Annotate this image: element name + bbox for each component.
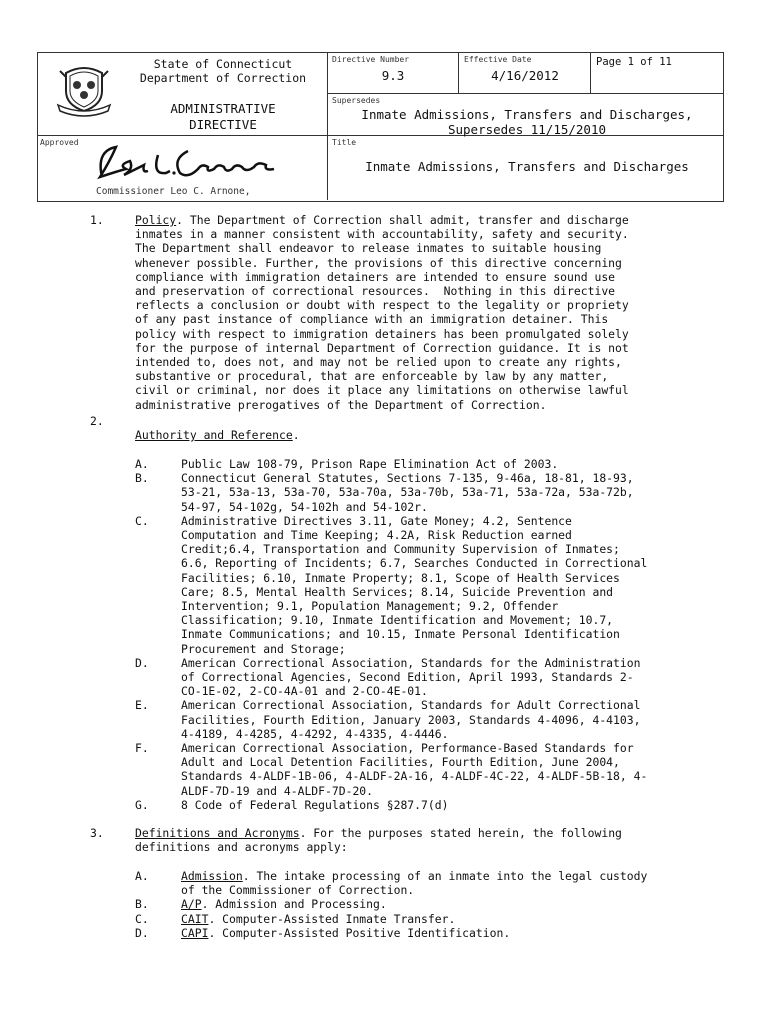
definition-term: Admission bbox=[181, 869, 243, 883]
definition-term: CAIT bbox=[181, 911, 209, 926]
page-count: Page 1 of 11 bbox=[596, 56, 672, 68]
supersedes-line-2: Supersedes 11/15/2010 bbox=[447, 122, 607, 137]
doc-type-line-2: DIRECTIVE bbox=[189, 117, 257, 132]
list-item: Public Law 108-79, Prison Rape Elimination Act of 2003. bbox=[181, 457, 559, 471]
section-3-items: Admission. The intake processing of an inmate into the legal custody of the Commissioner of Correction. A/P. Admission and Processing. CAIT. Computer-Assisted Inmate Transfer. CAPI. Computer-Assisted Positive Identification. bbox=[181, 869, 648, 940]
directive-title: Inmate Admissions, Transfers and Discharges bbox=[365, 159, 689, 174]
commissioner-name: Commissioner Leo C. Arnone, bbox=[96, 186, 251, 197]
list-item: American Correctional Association, Performance-Based Standards for bbox=[181, 741, 634, 756]
supersedes-label: Supersedes bbox=[332, 96, 381, 105]
effective-date-label: Effective Date bbox=[464, 55, 532, 64]
section-2-letters: A. B. C. D. E. F. G. bbox=[135, 457, 149, 812]
section-1-policy: Policy. The Department of Correction shall admit, transfer and discharge inmates in a manner consistent with accountability, safety and security. The Department shall endeavor to release inmates to suitable housing whenever possible. Further, the provisions of this directive concerning compliance with immigration detainers are intended to ensure sound use and preservation of correctional resources. Nothing in this directive reflects a conclusion or doubt with respect to the legality or propriety of any past instance of compliance with an immigration detainer. This policy with respect to immigration detainers has been promulgated solely for the purpose of internal Department of Correction guidance. It is not intended to, does not, and may not be relied upon to create any rights, substantive or procedural, that are enforceable by law by any matter, civil or criminal, nor does it place any limitations on otherwise lawful administrative prerogatives of the Department of Correction. bbox=[135, 213, 629, 412]
definition-term: A/P bbox=[181, 897, 202, 912]
directive-number-label: Directive Number bbox=[332, 55, 410, 64]
section-3-letters: A. B. C. D. bbox=[135, 869, 149, 940]
list-item: Administrative Directives 3.11, Gate Money; 4.2, Sentence bbox=[181, 513, 572, 528]
approved-label: Approved bbox=[40, 138, 79, 147]
list-item: Connecticut General Statutes, Sections 7-135, 9-46a, 18-81, 18-93, bbox=[181, 471, 634, 486]
list-item: American Correctional Association, Standards for Adult Correctional bbox=[181, 698, 641, 713]
section-2-number: 2. bbox=[90, 414, 104, 428]
directive-number: 9.3 bbox=[381, 68, 405, 83]
section-1-heading: Policy bbox=[135, 213, 177, 227]
org-line-1: State of Connecticut bbox=[153, 57, 293, 71]
commissioner-signature bbox=[88, 141, 288, 183]
title-label: Title bbox=[332, 138, 357, 147]
section-1-number: 1. bbox=[90, 213, 104, 227]
state-seal-image bbox=[56, 61, 112, 117]
definition-term: CAPI bbox=[181, 925, 209, 940]
section-2-heading: Authority and Reference. bbox=[135, 428, 300, 442]
section-3-heading: Definitions and Acronyms bbox=[135, 826, 300, 840]
section-2-items: Public Law 108-79, Prison Rape Elimination Act of 2003. Connecticut General Statutes, Sections 7-135, 9-46a, 18-81, 18-93, 53-21, 53a-13, 53a-70, 53a-70a, 53a-70b, 53a-71, 53a-72a, 53a-72b, 54-97, 54-102g, 54-102h and 54-102r. Administrative Directives 3.11, Gate Money; 4.2, Sentence Computation and Time Keeping; 4.2A, Risk Reduction earned Credit;6.4, Transportation and Community Supervision of Inmates; 6.6, Reporting of Incidents; 6.7, Searches Conducted in Correctional Facilities; 6.10, Inmate Property; 8.1, Scope of Health Services Care; 8.5, Mental Health Services; 8.14, Suicide Prevention and Intervention; 9.1, Population Management; 9.2, Offender Classification; 9.10, Inmate Identification and Movement; 10.7, Inmate Communications; and 10.15, Inmate Personal Identification Procurement and Storage; American Correctional Association, Standards for the Administration of Correctional Agencies, Second Edition, April 1993, Standards 2- CO-1E-02, 2-CO-4A-01 and 2-CO-4E-01. American Correctional Association, Standards for Adult Correctional Facilities, Fourth Edition, January 2003, Standards 4-4096, 4-4103, 4-4189, 4-4285, 4-4292, 4-4335, 4-4446. American Correctional Association, Performance-Based Standards for Adult and Local Detention Facilities, Fourth Edition, June 2004, Standards 4-ALDF-1B-06, 4-ALDF-2A-16, 4-ALDF-4C-22, 4-ALDF-5B-18, 4- ALDF-7D-19 and 4-ALDF-7D-20. 8 Code of Federal Regulations §287.7(d) bbox=[181, 457, 648, 812]
org-line-2: Department of Correction bbox=[139, 71, 307, 85]
list-item: 8 Code of Federal Regulations §287.7(d) bbox=[181, 797, 449, 812]
list-item: American Correctional Association, Standards for the Administration bbox=[181, 655, 641, 670]
section-3-intro: Definitions and Acronyms. For the purposes stated herein, the following definitions and acronyms apply: bbox=[135, 826, 622, 855]
directive-header bbox=[37, 52, 724, 202]
effective-date: 4/16/2012 bbox=[491, 68, 559, 83]
doc-type-line-1: ADMINISTRATIVE bbox=[170, 101, 276, 116]
supersedes-line-1: Inmate Admissions, Transfers and Discharges, bbox=[361, 107, 693, 122]
section-3-number: 3. bbox=[90, 826, 104, 840]
